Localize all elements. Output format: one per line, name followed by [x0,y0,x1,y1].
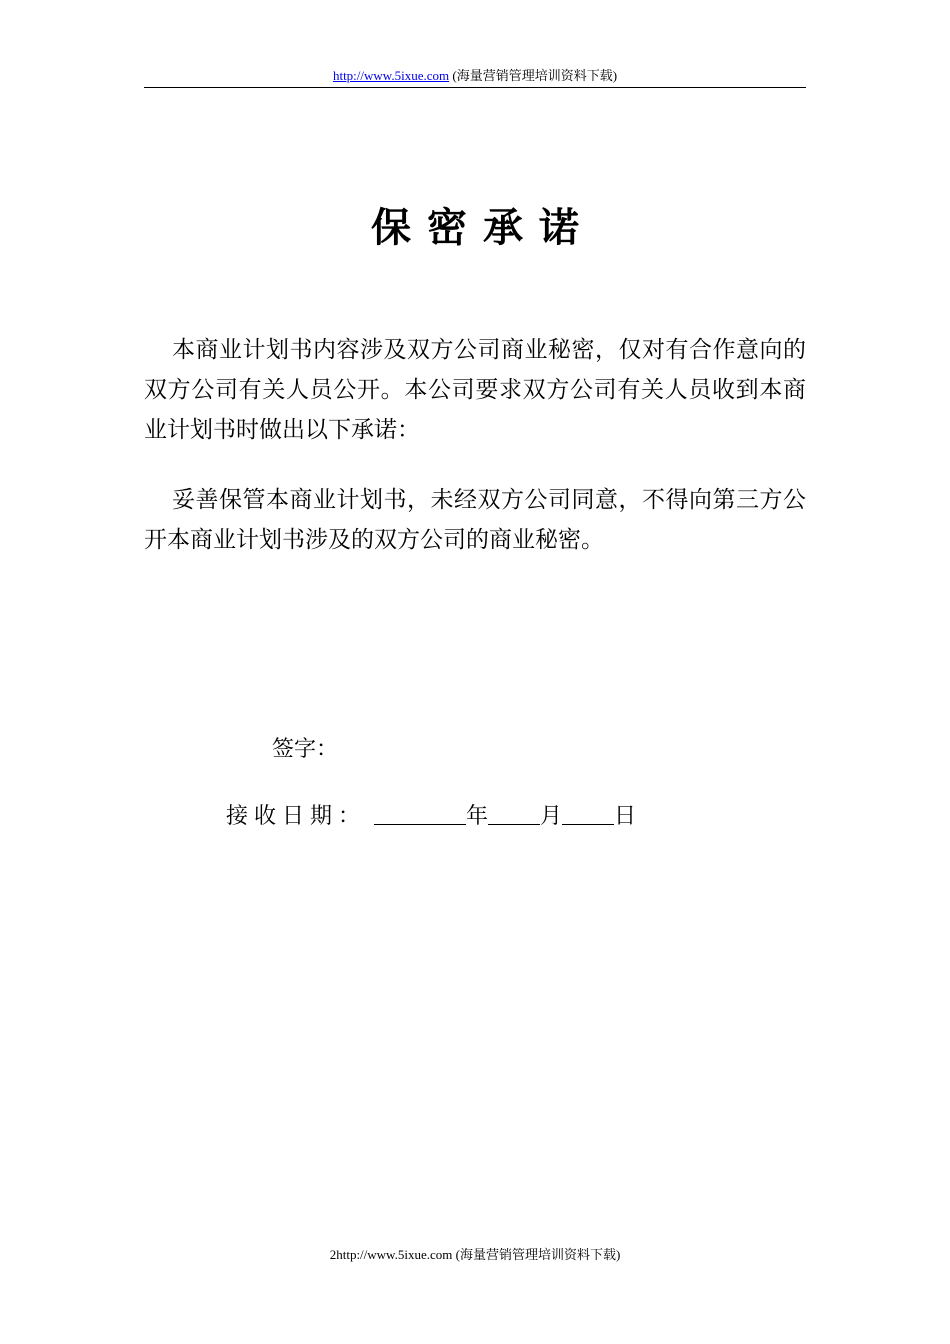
page-header [0,68,950,84]
year-blank [374,800,466,825]
page-footer [0,1247,950,1263]
paragraph-intro: 本商业计划书内容涉及双方公司商业秘密，仅对有合作意向的双方公司有关人员公开。本公司要求双方公司有关人员收到本商业计划书时做出以下承诺： [144,337,806,443]
header-divider [144,87,806,88]
footer-text: http://www.5ixue.com (海量营销管理培训资料下载) [336,1247,621,1262]
month-blank [488,800,540,825]
month-label: 月 [540,804,563,829]
paragraph-commitment: 妥善保管本商业计划书，未经双方公司同意，不得向第三方公开本商业计划书涉及的双方公司的商业秘密。 [144,487,806,553]
day-blank [562,800,614,825]
year-label: 年 [466,804,489,829]
signature-label: 签字： [272,737,339,762]
receipt-date-label: 接收日期： [226,804,367,829]
page-number: 2 [329,1247,337,1262]
header-note: (海量营销管理培训资料下载) [449,68,618,83]
document-title: 保密承诺 [371,204,595,251]
day-label: 日 [614,804,637,829]
receipt-date-row [226,800,636,833]
header-link[interactable]: http://www.5ixue.com [332,68,450,83]
